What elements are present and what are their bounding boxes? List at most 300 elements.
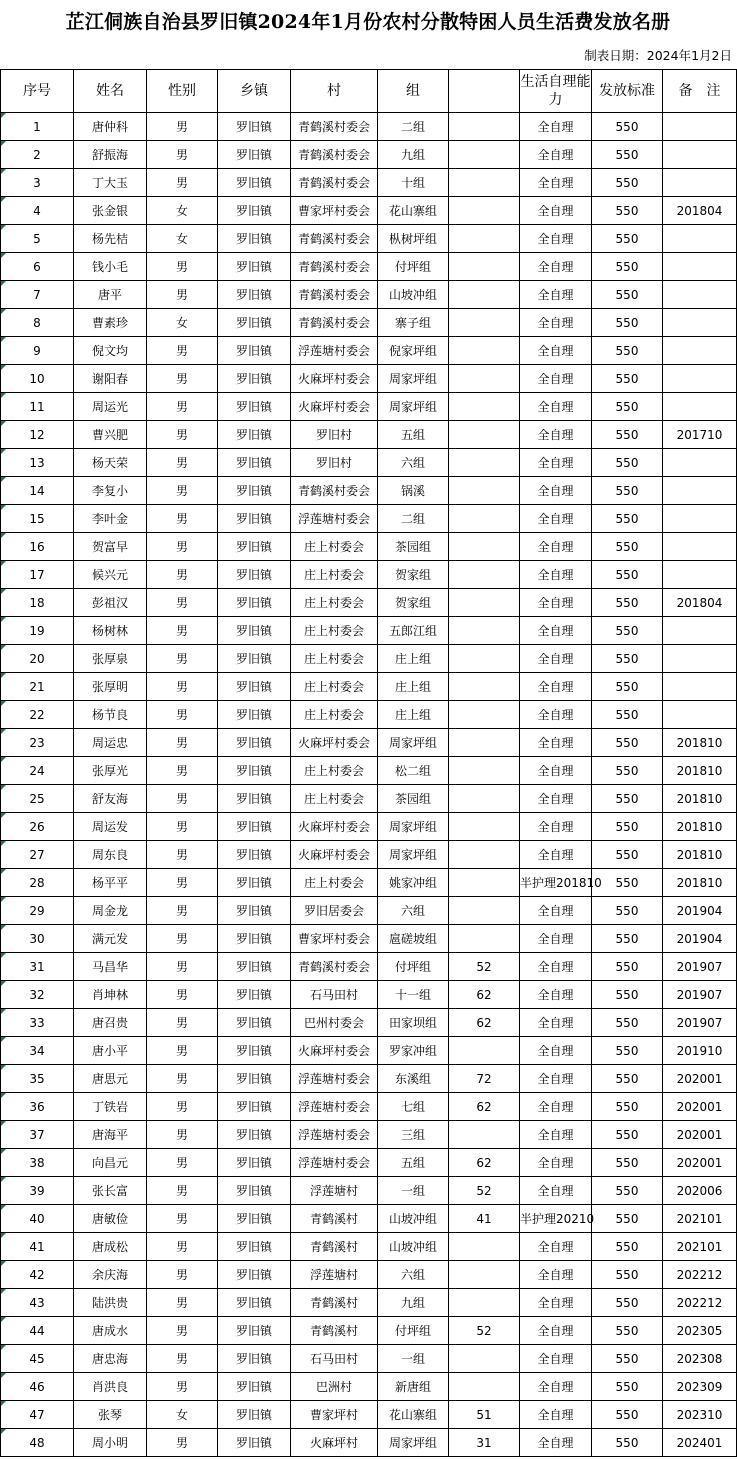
- cell-gender: 男: [147, 869, 218, 897]
- cell-standard: 550: [592, 225, 663, 253]
- cell-name: 周金龙: [74, 897, 147, 925]
- cell-index: 18: [1, 589, 74, 617]
- cell-remarks: [663, 337, 737, 365]
- cell-age: [449, 1345, 520, 1373]
- table-row: [1, 449, 737, 477]
- table-row: [1, 337, 737, 365]
- cell-age: 31: [449, 1429, 520, 1457]
- cell-township: 罗旧镇: [218, 813, 291, 841]
- cell-self-care: 全自理: [520, 449, 592, 477]
- cell-village: 青鹤溪村委会: [291, 141, 378, 169]
- cell-age: [449, 309, 520, 337]
- cell-village: 庄上村委会: [291, 589, 378, 617]
- cell-index: 8: [1, 309, 74, 337]
- cell-self-care: 全自理: [520, 981, 592, 1009]
- cell-index: 9: [1, 337, 74, 365]
- cell-group: 二组: [378, 113, 449, 141]
- cell-self-care: 全自理: [520, 1261, 592, 1289]
- cell-township: 罗旧镇: [218, 1289, 291, 1317]
- cell-gender: 男: [147, 533, 218, 561]
- cell-index: 24: [1, 757, 74, 785]
- cell-name: 彭祖汉: [74, 589, 147, 617]
- cell-standard: 550: [592, 337, 663, 365]
- cell-age: [449, 225, 520, 253]
- cell-index: 19: [1, 617, 74, 645]
- cell-remarks: 202308: [663, 1345, 737, 1373]
- cell-group: 三组: [378, 1121, 449, 1149]
- cell-group: 六组: [378, 897, 449, 925]
- cell-township: 罗旧镇: [218, 1233, 291, 1261]
- table-row: [1, 589, 737, 617]
- cell-index: 32: [1, 981, 74, 1009]
- cell-gender: 男: [147, 1289, 218, 1317]
- cell-township: 罗旧镇: [218, 449, 291, 477]
- cell-name: 周运忠: [74, 729, 147, 757]
- cell-name: 张金银: [74, 197, 147, 225]
- cell-remarks: 201907: [663, 981, 737, 1009]
- cell-name: 曹兴肥: [74, 421, 147, 449]
- table-row: [1, 1373, 737, 1401]
- cell-age: 62: [449, 1149, 520, 1177]
- cell-self-care: 全自理: [520, 477, 592, 505]
- cell-township: 罗旧镇: [218, 1093, 291, 1121]
- cell-group: 贺家组: [378, 561, 449, 589]
- cell-group: 庄上组: [378, 645, 449, 673]
- header-remarks: 备 注: [663, 70, 737, 113]
- cell-group: 一组: [378, 1177, 449, 1205]
- cell-gender: 男: [147, 925, 218, 953]
- cell-township: 罗旧镇: [218, 673, 291, 701]
- cell-remarks: 202401: [663, 1429, 737, 1457]
- cell-index: 13: [1, 449, 74, 477]
- cell-remarks: [663, 533, 737, 561]
- cell-remarks: 201804: [663, 589, 737, 617]
- cell-gender: 男: [147, 1177, 218, 1205]
- cell-standard: 550: [592, 561, 663, 589]
- cell-village: 罗旧村: [291, 449, 378, 477]
- cell-remarks: 202310: [663, 1401, 737, 1429]
- cell-group: 花山寨组: [378, 1401, 449, 1429]
- cell-remarks: 201810: [663, 729, 737, 757]
- cell-group: 周家坪组: [378, 813, 449, 841]
- cell-remarks: [663, 393, 737, 421]
- cell-standard: 550: [592, 197, 663, 225]
- cell-gender: 男: [147, 589, 218, 617]
- cell-age: [449, 1121, 520, 1149]
- cell-village: 青鹤溪村: [291, 1317, 378, 1345]
- cell-age: [449, 141, 520, 169]
- cell-age: 51: [449, 1401, 520, 1429]
- cell-self-care: 全自理: [520, 1373, 592, 1401]
- cell-index: 28: [1, 869, 74, 897]
- cell-village: 石马田村: [291, 981, 378, 1009]
- cell-standard: 550: [592, 757, 663, 785]
- cell-self-care: 全自理: [520, 953, 592, 981]
- cell-standard: 550: [592, 1177, 663, 1205]
- cell-standard: 550: [592, 953, 663, 981]
- cell-group: 倪家坪组: [378, 337, 449, 365]
- cell-index: 25: [1, 785, 74, 813]
- table-row: [1, 1009, 737, 1037]
- cell-self-care: 全自理: [520, 561, 592, 589]
- table-row: [1, 169, 737, 197]
- cell-self-care: 全自理: [520, 701, 592, 729]
- cell-name: 唐思元: [74, 1065, 147, 1093]
- cell-name: 唐成水: [74, 1317, 147, 1345]
- cell-village: 庄上村委会: [291, 869, 378, 897]
- header-blank: [449, 70, 520, 113]
- cell-group: 六组: [378, 449, 449, 477]
- cell-remarks: 202001: [663, 1093, 737, 1121]
- cell-village: 庄上村委会: [291, 533, 378, 561]
- cell-name: 张厚泉: [74, 645, 147, 673]
- cell-index: 7: [1, 281, 74, 309]
- cell-gender: 男: [147, 617, 218, 645]
- cell-age: 41: [449, 1205, 520, 1233]
- cell-name: 舒振海: [74, 141, 147, 169]
- cell-gender: 男: [147, 673, 218, 701]
- cell-standard: 550: [592, 309, 663, 337]
- cell-self-care: 全自理: [520, 1289, 592, 1317]
- cell-group: 付坪组: [378, 953, 449, 981]
- cell-township: 罗旧镇: [218, 1401, 291, 1429]
- cell-self-care: 全自理: [520, 1121, 592, 1149]
- cell-self-care: 全自理: [520, 1065, 592, 1093]
- cell-standard: 550: [592, 841, 663, 869]
- cell-gender: 男: [147, 113, 218, 141]
- cell-gender: 男: [147, 1121, 218, 1149]
- cell-name: 舒友海: [74, 785, 147, 813]
- cell-group: 一组: [378, 1345, 449, 1373]
- cell-age: [449, 1289, 520, 1317]
- cell-standard: 550: [592, 505, 663, 533]
- cell-name: 陆洪贵: [74, 1289, 147, 1317]
- cell-remarks: 201810: [663, 841, 737, 869]
- header-index: 序号: [1, 70, 74, 113]
- table-row: [1, 1233, 737, 1261]
- table-row: [1, 1037, 737, 1065]
- cell-standard: 550: [592, 1261, 663, 1289]
- roster-table: [0, 69, 737, 1457]
- cell-remarks: 202212: [663, 1261, 737, 1289]
- table-row: [1, 141, 737, 169]
- cell-village: 浮莲塘村委会: [291, 1093, 378, 1121]
- table-row: [1, 757, 737, 785]
- cell-name: 周运光: [74, 393, 147, 421]
- cell-remarks: [663, 253, 737, 281]
- table-row: [1, 981, 737, 1009]
- cell-standard: 550: [592, 1345, 663, 1373]
- cell-self-care: 全自理: [520, 113, 592, 141]
- cell-age: 62: [449, 1009, 520, 1037]
- cell-village: 火麻坪村委会: [291, 1037, 378, 1065]
- cell-village: 青鹤溪村委会: [291, 253, 378, 281]
- cell-group: 二组: [378, 505, 449, 533]
- cell-self-care: 全自理: [520, 1233, 592, 1261]
- cell-township: 罗旧镇: [218, 1121, 291, 1149]
- cell-gender: 男: [147, 505, 218, 533]
- cell-group: 付坪组: [378, 1317, 449, 1345]
- cell-gender: 男: [147, 729, 218, 757]
- cell-standard: 550: [592, 1037, 663, 1065]
- table-row: [1, 113, 737, 141]
- cell-group: 松二组: [378, 757, 449, 785]
- cell-self-care: 全自理: [520, 841, 592, 869]
- cell-township: 罗旧镇: [218, 197, 291, 225]
- cell-township: 罗旧镇: [218, 925, 291, 953]
- cell-group: 付坪组: [378, 253, 449, 281]
- cell-index: 4: [1, 197, 74, 225]
- cell-index: 11: [1, 393, 74, 421]
- cell-village: 庄上村委会: [291, 785, 378, 813]
- cell-age: [449, 421, 520, 449]
- cell-standard: 550: [592, 729, 663, 757]
- cell-township: 罗旧镇: [218, 1345, 291, 1373]
- cell-standard: 550: [592, 1317, 663, 1345]
- table-row: [1, 281, 737, 309]
- cell-gender: 男: [147, 393, 218, 421]
- cell-gender: 男: [147, 1065, 218, 1093]
- cell-township: 罗旧镇: [218, 505, 291, 533]
- cell-group: 花山寨组: [378, 197, 449, 225]
- cell-age: 52: [449, 1177, 520, 1205]
- cell-age: [449, 197, 520, 225]
- cell-standard: 550: [592, 869, 663, 897]
- cell-remarks: 201804: [663, 197, 737, 225]
- header-standard: 发放标准: [592, 70, 663, 113]
- cell-index: 1: [1, 113, 74, 141]
- cell-village: 庄上村委会: [291, 673, 378, 701]
- cell-standard: 550: [592, 589, 663, 617]
- cell-village: 庄上村委会: [291, 645, 378, 673]
- cell-township: 罗旧镇: [218, 141, 291, 169]
- table-row: [1, 1261, 737, 1289]
- cell-gender: 男: [147, 1317, 218, 1345]
- cell-self-care: 全自理: [520, 337, 592, 365]
- cell-age: [449, 169, 520, 197]
- cell-group: 周家坪组: [378, 1429, 449, 1457]
- cell-age: [449, 701, 520, 729]
- cell-gender: 男: [147, 1429, 218, 1457]
- cell-name: 马昌华: [74, 953, 147, 981]
- cell-index: 38: [1, 1149, 74, 1177]
- cell-remarks: 202305: [663, 1317, 737, 1345]
- table-row: [1, 1121, 737, 1149]
- cell-village: 浮莲塘村委会: [291, 337, 378, 365]
- cell-remarks: [663, 281, 737, 309]
- cell-self-care: 全自理: [520, 589, 592, 617]
- cell-group: 九组: [378, 141, 449, 169]
- cell-gender: 男: [147, 337, 218, 365]
- cell-group: 十组: [378, 169, 449, 197]
- cell-index: 48: [1, 1429, 74, 1457]
- cell-township: 罗旧镇: [218, 1429, 291, 1457]
- cell-township: 罗旧镇: [218, 169, 291, 197]
- document-title: 芷江侗族自治县罗旧镇2024年1月份农村分散特困人员生活费发放名册: [65, 11, 671, 33]
- cell-township: 罗旧镇: [218, 421, 291, 449]
- cell-township: 罗旧镇: [218, 561, 291, 589]
- cell-group: 周家坪组: [378, 841, 449, 869]
- cell-name: 周东良: [74, 841, 147, 869]
- cell-name: 候兴元: [74, 561, 147, 589]
- table-row: [1, 365, 737, 393]
- cell-village: 青鹤溪村委会: [291, 477, 378, 505]
- cell-index: 35: [1, 1065, 74, 1093]
- cell-group: 扈磋坡组: [378, 925, 449, 953]
- cell-name: 唐平: [74, 281, 147, 309]
- table-row: [1, 477, 737, 505]
- cell-remarks: [663, 645, 737, 673]
- cell-standard: 550: [592, 1149, 663, 1177]
- cell-self-care: 半护理20210: [520, 1205, 592, 1233]
- roster-body: [1, 113, 737, 1457]
- cell-village: 火麻坪村委会: [291, 729, 378, 757]
- cell-gender: 男: [147, 1373, 218, 1401]
- table-row: [1, 533, 737, 561]
- cell-township: 罗旧镇: [218, 309, 291, 337]
- cell-standard: 550: [592, 141, 663, 169]
- cell-age: [449, 449, 520, 477]
- cell-remarks: 201907: [663, 953, 737, 981]
- cell-age: [449, 113, 520, 141]
- cell-group: 九组: [378, 1289, 449, 1317]
- cell-index: 29: [1, 897, 74, 925]
- cell-gender: 男: [147, 449, 218, 477]
- cell-township: 罗旧镇: [218, 1065, 291, 1093]
- cell-index: 10: [1, 365, 74, 393]
- cell-remarks: [663, 449, 737, 477]
- cell-self-care: 全自理: [520, 1093, 592, 1121]
- cell-group: 周家坪组: [378, 365, 449, 393]
- table-row: [1, 1289, 737, 1317]
- cell-village: 浮莲塘村: [291, 1261, 378, 1289]
- header-name: 姓名: [74, 70, 147, 113]
- cell-index: 37: [1, 1121, 74, 1149]
- cell-index: 14: [1, 477, 74, 505]
- cell-gender: 男: [147, 701, 218, 729]
- cell-group: 罗家冲组: [378, 1037, 449, 1065]
- cell-self-care: 全自理: [520, 1429, 592, 1457]
- cell-self-care: 全自理: [520, 253, 592, 281]
- cell-village: 庄上村委会: [291, 561, 378, 589]
- prepared-date: 制表日期：2024年1月2日: [584, 48, 732, 63]
- cell-village: 浮莲塘村委会: [291, 1149, 378, 1177]
- cell-name: 余庆海: [74, 1261, 147, 1289]
- cell-self-care: 全自理: [520, 645, 592, 673]
- cell-remarks: 201904: [663, 925, 737, 953]
- cell-age: 72: [449, 1065, 520, 1093]
- cell-group: 山坡冲组: [378, 1233, 449, 1261]
- cell-index: 16: [1, 533, 74, 561]
- cell-group: 寨子组: [378, 309, 449, 337]
- cell-standard: 550: [592, 813, 663, 841]
- cell-age: [449, 841, 520, 869]
- cell-village: 青鹤溪村: [291, 1289, 378, 1317]
- table-row: [1, 785, 737, 813]
- cell-index: 2: [1, 141, 74, 169]
- cell-standard: 550: [592, 617, 663, 645]
- cell-group: 周家坪组: [378, 729, 449, 757]
- cell-age: [449, 505, 520, 533]
- cell-standard: 550: [592, 449, 663, 477]
- cell-group: 贺家组: [378, 589, 449, 617]
- table-row: [1, 953, 737, 981]
- cell-standard: 550: [592, 1429, 663, 1457]
- cell-township: 罗旧镇: [218, 253, 291, 281]
- cell-township: 罗旧镇: [218, 1177, 291, 1205]
- cell-name: 唐成松: [74, 1233, 147, 1261]
- cell-self-care: 全自理: [520, 897, 592, 925]
- cell-township: 罗旧镇: [218, 869, 291, 897]
- cell-gender: 男: [147, 841, 218, 869]
- cell-standard: 550: [592, 365, 663, 393]
- cell-village: 浮莲塘村委会: [291, 1065, 378, 1093]
- cell-standard: 550: [592, 281, 663, 309]
- table-row: [1, 561, 737, 589]
- cell-village: 青鹤溪村委会: [291, 113, 378, 141]
- cell-index: 42: [1, 1261, 74, 1289]
- cell-self-care: 全自理: [520, 673, 592, 701]
- cell-township: 罗旧镇: [218, 841, 291, 869]
- cell-remarks: [663, 365, 737, 393]
- cell-index: 15: [1, 505, 74, 533]
- cell-standard: 550: [592, 701, 663, 729]
- cell-self-care: 全自理: [520, 505, 592, 533]
- table-row: [1, 645, 737, 673]
- cell-name: 唐忠海: [74, 1345, 147, 1373]
- cell-village: 火麻坪村委会: [291, 841, 378, 869]
- cell-remarks: 201910: [663, 1037, 737, 1065]
- cell-village: 罗旧居委会: [291, 897, 378, 925]
- cell-township: 罗旧镇: [218, 701, 291, 729]
- table-row: [1, 1205, 737, 1233]
- cell-group: 庄上组: [378, 673, 449, 701]
- cell-self-care: 全自理: [520, 757, 592, 785]
- cell-village: 青鹤溪村: [291, 1233, 378, 1261]
- cell-name: 唐召贵: [74, 1009, 147, 1037]
- cell-standard: 550: [592, 1233, 663, 1261]
- cell-age: [449, 617, 520, 645]
- cell-name: 周运发: [74, 813, 147, 841]
- cell-age: [449, 1037, 520, 1065]
- cell-index: 45: [1, 1345, 74, 1373]
- cell-gender: 男: [147, 981, 218, 1009]
- cell-age: 52: [449, 1317, 520, 1345]
- cell-township: 罗旧镇: [218, 617, 291, 645]
- table-row: [1, 1401, 737, 1429]
- cell-standard: 550: [592, 1065, 663, 1093]
- cell-group: 茶园组: [378, 785, 449, 813]
- cell-village: 浮莲塘村委会: [291, 505, 378, 533]
- cell-village: 火麻坪村委会: [291, 813, 378, 841]
- cell-standard: 550: [592, 1205, 663, 1233]
- table-row: [1, 1093, 737, 1121]
- cell-standard: 550: [592, 113, 663, 141]
- table-row: [1, 253, 737, 281]
- cell-age: 52: [449, 953, 520, 981]
- cell-gender: 男: [147, 1093, 218, 1121]
- cell-remarks: [663, 169, 737, 197]
- cell-gender: 男: [147, 1345, 218, 1373]
- cell-village: 青鹤溪村委会: [291, 225, 378, 253]
- cell-index: 26: [1, 813, 74, 841]
- cell-group: 田家坝组: [378, 1009, 449, 1037]
- cell-standard: 550: [592, 1373, 663, 1401]
- cell-township: 罗旧镇: [218, 337, 291, 365]
- cell-name: 唐敏俭: [74, 1205, 147, 1233]
- cell-age: [449, 1261, 520, 1289]
- cell-gender: 男: [147, 1205, 218, 1233]
